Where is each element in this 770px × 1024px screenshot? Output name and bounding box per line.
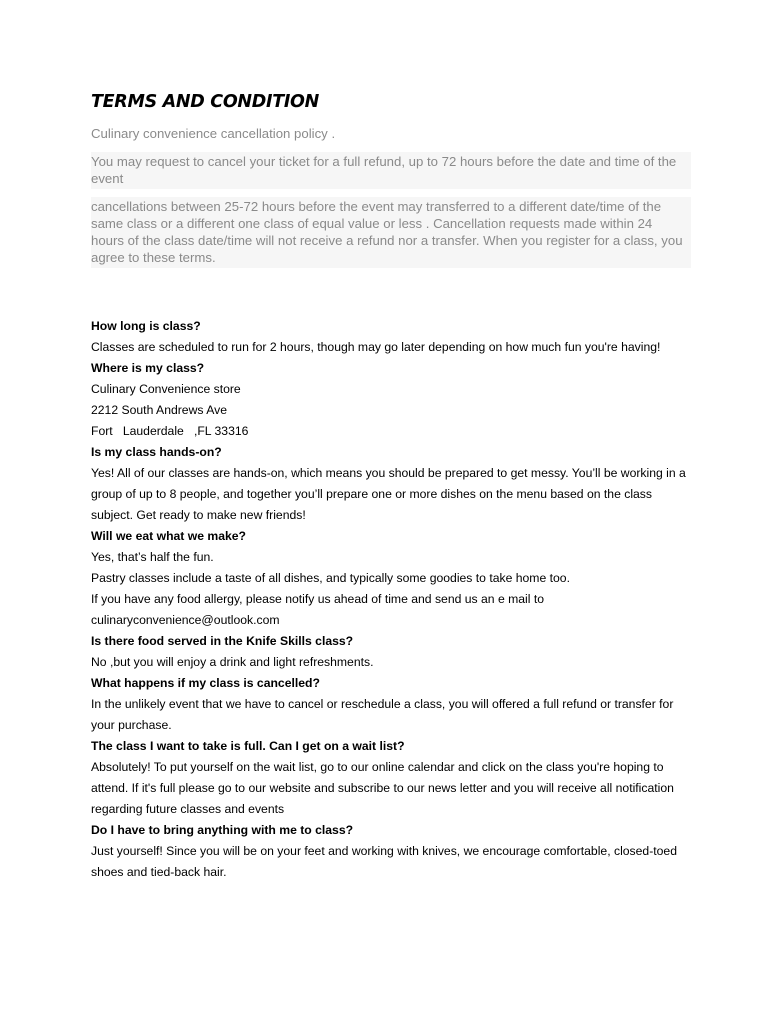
faq-question: Where is my class? <box>91 361 205 375</box>
faq-question: How long is class? <box>91 319 201 333</box>
faq-answer: If you have any food allergy, please notify us ahead of time and send us an e mail to <box>91 592 545 606</box>
address-store: Culinary Convenience store <box>91 382 241 396</box>
faq-answer: Yes, that’s half the fun. <box>91 550 214 564</box>
faq-answer: Just yourself! Since you will be on your feet and working with knives, we encourage comfortable, closed-toed shoes and tied-back hair. <box>91 844 677 879</box>
faq-answer: Classes are scheduled to run for 2 hours, though may go later depending on how much fun you're having! <box>91 340 661 354</box>
faq-answer: Yes! All of our classes are hands-on, which means you should be prepared to get messy. You’ll be working in a group of up to 8 people, and together you’ll prepare one or more dishes on the menu based on the class subject. Get ready to make new friends! <box>91 466 686 522</box>
document-page <box>91 92 691 883</box>
faq-question: Will we eat what we make? <box>91 529 246 543</box>
faq-answer: No ,but you will enjoy a drink and light refreshments. <box>91 655 374 669</box>
policy-heading: Culinary convenience cancellation policy . <box>91 124 691 144</box>
policy-paragraph-transfer: cancellations between 25-72 hours before the event may transferred to a different date/time of the same class or a different one class of equal value or less . Cancellation requests made within 24 hours of the class date/time will not receive a refund nor a transfer. When you register for a class, you agree to these terms. <box>91 197 691 268</box>
policy-paragraph-refund: You may request to cancel your ticket for a full refund, up to 72 hours before the date and time of the event <box>91 152 691 189</box>
faq-question: Do I have to bring anything with me to class? <box>91 823 354 837</box>
faq-section <box>91 316 691 883</box>
contact-email: culinaryconvenience@outlook.com <box>91 613 280 627</box>
cancellation-policy <box>91 124 691 268</box>
page-title: TERMS AND CONDITION <box>91 92 319 112</box>
faq-question: The class I want to take is full. Can I get on a wait list? <box>91 739 405 753</box>
faq-question: Is my class hands-on? <box>91 445 222 459</box>
faq-question: Is there food served in the Knife Skills class? <box>91 634 354 648</box>
faq-question: What happens if my class is cancelled? <box>91 676 320 690</box>
address-street: 2212 South Andrews Ave <box>91 403 227 417</box>
faq-answer: Absolutely! To put yourself on the wait list, go to our online calendar and click on the class you're hoping to attend. If it's full please go to our website and subscribe to our news letter and you will receive all notification regarding future classes and events <box>91 760 674 816</box>
faq-answer: In the unlikely event that we have to cancel or reschedule a class, you will offered a full refund or transfer for your purchase. <box>91 697 674 732</box>
address-city: Fort Lauderdale ,FL 33316 <box>91 424 249 438</box>
faq-answer: Pastry classes include a taste of all dishes, and typically some goodies to take home too. <box>91 571 570 585</box>
